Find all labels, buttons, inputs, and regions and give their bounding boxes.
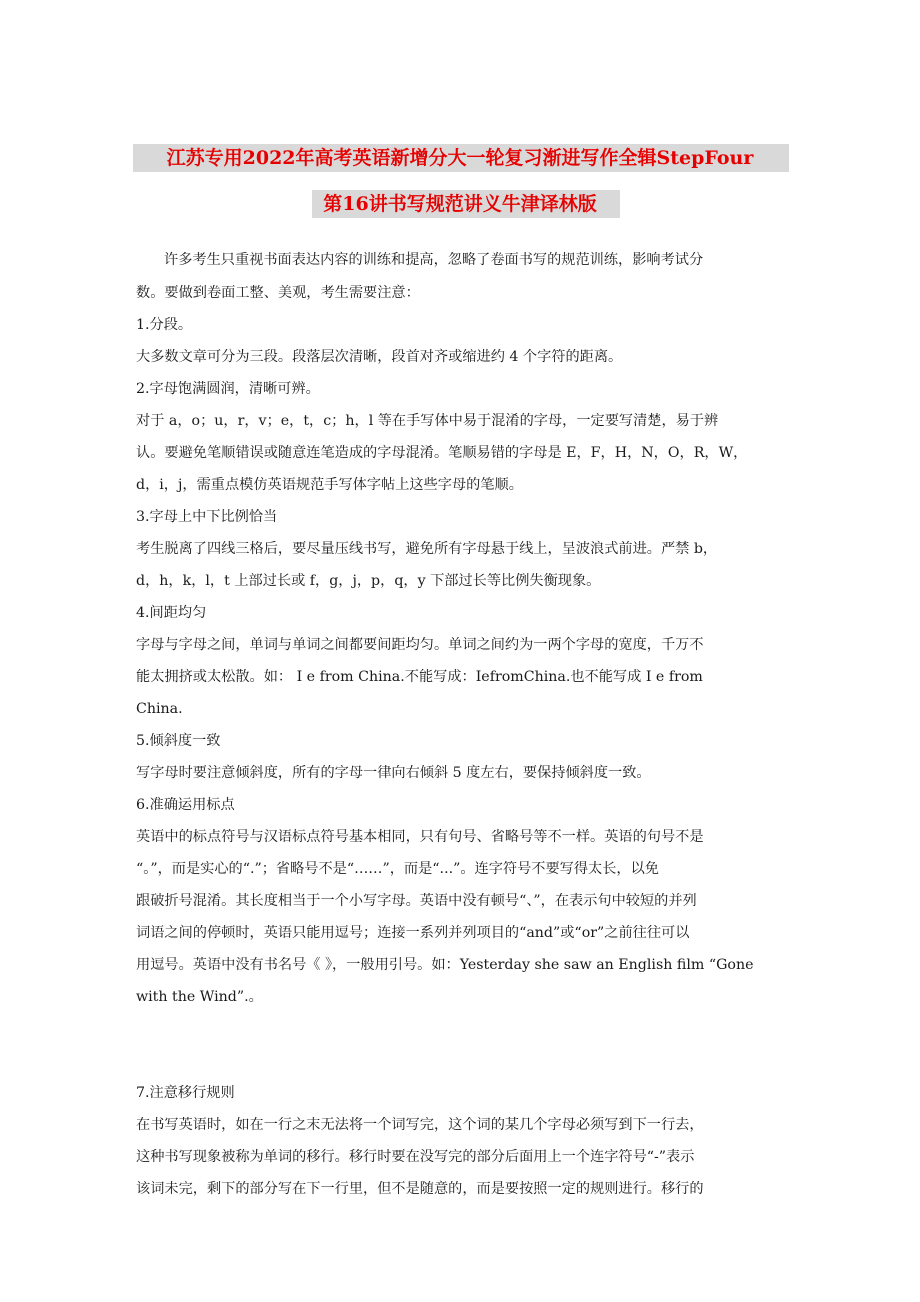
paragraph-line: 认。要避免笔顺错误或随意连笔造成的字母混淆。笔顺易错的字母是 E，F，H，N，O，R，W， — [136, 445, 748, 461]
section-heading: 4.间距均匀 — [136, 605, 207, 621]
document-title-line-2: 第16讲书写规范讲义牛津译林版 — [323, 193, 597, 215]
paragraph-line: 用逗号。英语中没有书名号《 》，一般用引号。如：Yesterday she saw an English film “Gone — [136, 957, 754, 973]
document-title-line-1: 江苏专用2022年高考英语新增分大一轮复习渐进写作全辑StepFour — [166, 147, 754, 169]
section-heading: 5.倾斜度一致 — [136, 733, 221, 749]
paragraph-line: 词语之间的停顿时，英语只能用逗号；连接一系列并列项目的“and”或“or”之前往往可以 — [136, 925, 690, 941]
paragraph-line: 写字母时要注意倾斜度，所有的字母一律向右倾斜 5 度左右，要保持倾斜度一致。 — [136, 765, 651, 781]
paragraph-line: 英语中的标点符号与汉语标点符号基本相同，只有句号、省略号等不一样。英语的句号不是 — [136, 829, 704, 845]
section-heading: 1.分段。 — [136, 317, 193, 333]
paragraph-line: d，h，k，l，t 上部过长或 f，g，j，p，q，y 下部过长等比例失衡现象。 — [136, 573, 601, 589]
paragraph-line: 跟破折号混淆。其长度相当于一个小写字母。英语中没有顿号“、”，在表示句中较短的并列 — [136, 893, 697, 909]
paragraph-line: 这种书写现象被称为单词的移行。移行时要在没写完的部分后面用上一个连字符号“-”表示 — [136, 1149, 695, 1165]
section-heading: 3.字母上中下比例恰当 — [136, 509, 278, 525]
paragraph-line: 对于 a，o；u，r，v；e，t，c；h，l 等在手写体中易于混淆的字母，一定要写清楚，易于辨 — [136, 413, 719, 429]
section-heading: 7.注意移行规则 — [136, 1085, 235, 1101]
section-heading: 6.准确运用标点 — [136, 797, 235, 813]
paragraph-line: China. — [136, 701, 183, 717]
paragraph-line: 该词未完，剩下的部分写在下一行里，但不是随意的，而是要按照一定的规则进行。移行的 — [136, 1181, 704, 1197]
paragraph-line: 在书写英语时，如在一行之末无法将一个词写完，这个词的某几个字母必须写到下一行去， — [136, 1117, 704, 1133]
paragraph-line: 许多考生只重视书面表达内容的训练和提高，忽略了卷面书写的规范训练，影响考试分 — [164, 252, 704, 268]
section-heading: 2.字母饱满圆润，清晰可辨。 — [136, 381, 320, 397]
paragraph-line: with the Wind”.。 — [136, 989, 263, 1005]
paragraph-line: “。”，而是实心的“.”；省略号不是“……”，而是“...”。连字符号不要写得太长，以免 — [136, 861, 659, 877]
paragraph-line: d，i，j，需重点模仿英语规范手写体字帖上这些字母的笔顺。 — [136, 477, 523, 493]
paragraph-line: 能太拥挤或太松散。如： I e from China.不能写成：IefromChina.也不能写成 I e from — [136, 669, 703, 685]
paragraph-line: 大多数文章可分为三段。段落层次清晰，段首对齐或缩进约 4 个字符的距离。 — [136, 349, 623, 365]
paragraph-line: 数。要做到卷面工整、美观，考生需要注意： — [136, 285, 420, 301]
paragraph-line: 字母与字母之间，单词与单词之间都要间距均匀。单词之间约为一两个字母的宽度，千万不 — [136, 637, 704, 653]
paragraph-line: 考生脱离了四线三格后，要尽量压线书写，避免所有字母悬于线上，呈波浪式前进。严禁 b， — [136, 541, 718, 557]
